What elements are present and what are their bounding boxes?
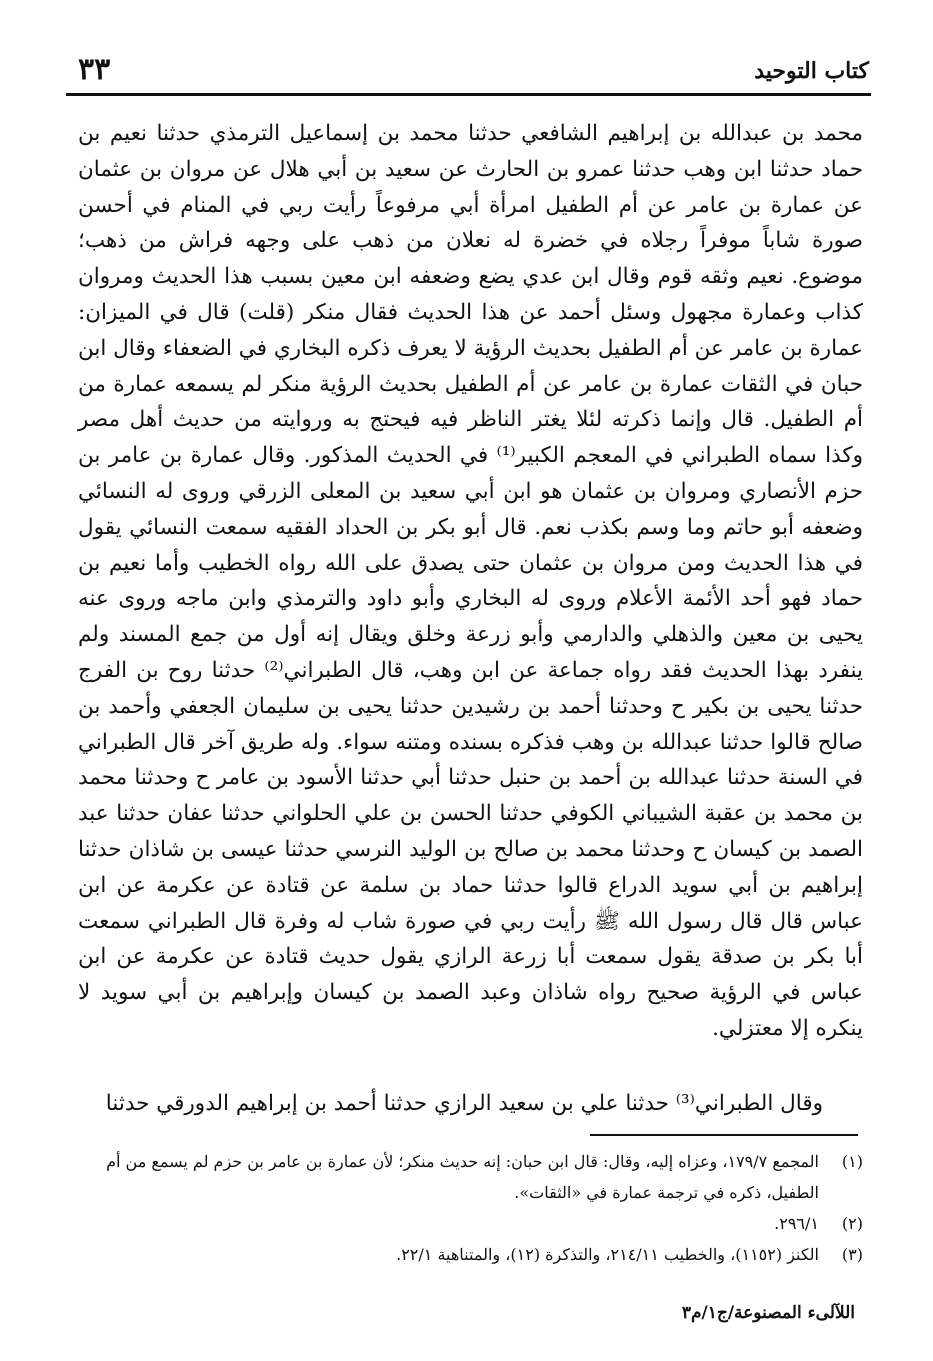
footnote-number: (٣) (841, 1245, 863, 1264)
footnote-number: (٢) (841, 1214, 863, 1233)
signature-footer: اللآلىء المصنوعة/ج١/م٣ (681, 1303, 855, 1323)
body-paragraph: محمد بن عبدالله بن إبراهيم الشافعي حدثنا محمد بن إسماعيل الترمذي حدثنا نعيم بن حماد حدثنا ابن وهب حدثنا عمرو بن الحارث عن سعيد بن أبي هلال عن مروان بن عثمان عن عمارة بن عامر عن أم الطفيل امرأة أبي مرفوعاً رأيت ربي في المنام في أحسن صورة شاباً موفراً رجلاه في خضرة له نعلان من ذهب على وجهه فراش من ذهب؛ موضوع. نعيم وثقه قوم وقال ابن عدي يضع وضعفه ابن معين بسبب هذا الحديث ومروان كذاب وعمارة مجهول وسئل أحمد عن هذا الحديث فقال منكر (قلت) قال في الميزان: عمارة بن عامر عن أم الطفيل بحديث الرؤية لا يعرف ذكره البخاري في الضعفاء وقال ابن حبان في الثقات عمارة بن عامر عن أم الطفيل بحديث الرؤية منكر لم يسمعه عمارة من أم الطفيل. قال وإنما ذكرته لئلا يغتر الناظر فيه فيحتج به وروايته من حديث أهل مصر وكذا سماه الطبراني في المعجم الكبير⁽¹⁾ في الحديث المذكور. وقال عمارة بن عامر بن حزم الأنصاري ومروان بن عثمان هو ابن أبي سعيد بن المعلى الزرقي وروى له النسائي وضعفه أبو حاتم وما وسم بكذب نعم. قال أبو بكر بن الحداد الفقيه سمعت النسائي يقول في هذا الحديث ومن مروان بن عثمان حتى يصدق على الله رواه الخطيب وأما نعيم بن حماد فهو أحد الأئمة الأعلام وروى له البخاري وأبو داود والترمذي وابن ماجه وروى عنه يحيى بن معين والذهلي والدارمي وأبو زرعة وخلق ويقال إنه أول من جمع المسند ولم ينفرد بهذا الحديث فقد رواه جماعة عن ابن وهب، قال الطبراني⁽²⁾ حدثنا روح بن الفرج حدثنا يحيى بن بكير ح وحدثنا أحمد بن رشيدين حدثنا يحيى بن سليمان الجعفي وأحمد بن صالح قالوا حدثنا عبدالله بن وهب فذكره بسنده ومتنه سواء. وله طريق آخر قال الطبراني في السنة حدثنا عبدالله بن أحمد بن حنبل حدثنا أبي حدثنا الأسود بن عامر ح وحدثنا محمد بن محمد بن عقبة الشيباني الكوفي حدثنا الحسن بن علي الحلواني حدثنا عفان حدثنا عبد الصمد بن كيسان ح وحدثنا محمد بن صالح بن الوليد النرسي حدثنا عيسى بن شاذان حدثنا إبراهيم بن أبي سويد الدراع قالوا حدثنا حماد بن سلمة عن قتادة عن عكرمة عن ابن عباس قال قال رسول الله ﷺ رأيت ربي في صورة شاب له وفرة قال الطبراني سمعت أبا بكر بن صدقة يقول سمعت أبا زرعة الرازي يقول حديث قتادة عن عكرمة عن ابن عباس في الرؤية صحيح رواه شاذان وعبد الصمد بن كيسان وإبراهيم بن أبي سويد لا ينكره إلا معتزلي. (78, 121, 863, 1041)
header-divider (66, 93, 871, 96)
footnote-text: المجمع ١٧٩/٧، وعزاه إليه، وقال: قال ابن حبان: إنه حديث منكر؛ لأن عمارة بن عامر بن حزم لم يسمع من أم الطفيل، ذكره في ترجمة عمارة في «الثقات». (106, 1152, 819, 1202)
footnote-text: ٢٩٦/١. (774, 1214, 819, 1233)
footnote-item (78, 1146, 863, 1208)
running-header-title: كتاب التوحيد (754, 58, 869, 84)
footnote-text: الكنز (١١٥٢)، والخطيب ٢١٤/١١، والتذكرة (١٢)، والمتناهية ٢٢/١. (396, 1245, 819, 1264)
footnote-item (78, 1239, 863, 1270)
page-number: ٣٣ (78, 52, 111, 87)
footnotes (78, 1146, 863, 1270)
footnote-divider (590, 1134, 858, 1136)
footnote-item (78, 1208, 863, 1239)
body-paragraph-continued: وقال الطبراني⁽³⁾ حدثنا علي بن سعيد الرازي حدثنا أحمد بن إبراهيم الدورقي حدثنا (105, 1091, 823, 1116)
footnote-number: (١) (841, 1152, 863, 1171)
